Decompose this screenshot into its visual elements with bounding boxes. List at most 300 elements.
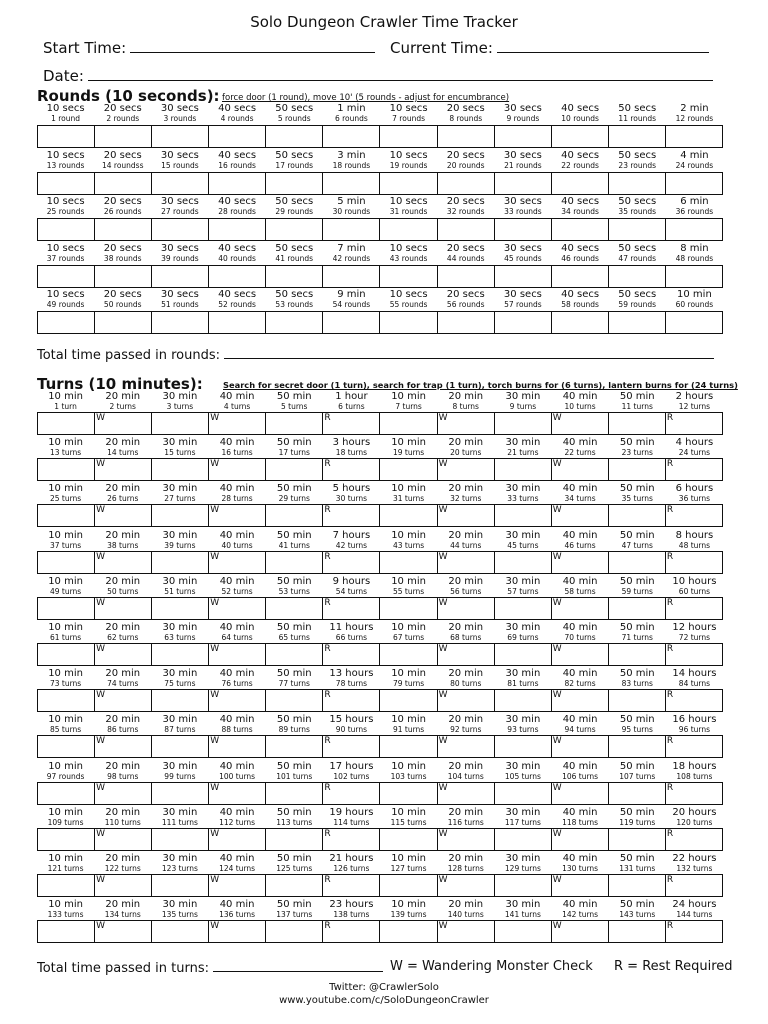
turn-time-label (266, 808, 323, 827)
turn-tick-box[interactable] (666, 921, 723, 943)
turn-tick-box[interactable] (95, 829, 152, 851)
turn-tick-box[interactable] (380, 598, 437, 620)
turns-heading: Turns (10 minutes): (37, 375, 203, 393)
turn-count-text: 56 turns (450, 586, 482, 596)
turn-tick-box[interactable] (380, 736, 437, 758)
turn-tick-box[interactable] (209, 459, 266, 481)
round-tick-box[interactable] (609, 219, 666, 241)
turn-tick-box[interactable] (495, 783, 552, 805)
turn-time-label (437, 577, 494, 596)
round-tick-box[interactable] (209, 266, 266, 288)
turn-tick-box[interactable] (380, 413, 437, 435)
turn-count-text: 120 turns (676, 817, 713, 827)
turn-tick-box[interactable] (95, 552, 152, 574)
turn-tick-box[interactable] (438, 459, 495, 481)
round-tick-box[interactable] (666, 219, 723, 241)
turn-tick-box[interactable] (380, 829, 437, 851)
round-tick-box[interactable] (152, 126, 209, 148)
turn-tick-box[interactable] (95, 690, 152, 712)
round-tick-box[interactable] (380, 173, 437, 195)
round-tick-box[interactable] (38, 219, 95, 241)
turn-tick-box[interactable] (266, 459, 323, 481)
turn-tick-box[interactable] (152, 829, 209, 851)
wandering-monster-marker: W (210, 921, 220, 932)
turn-tick-box[interactable] (209, 736, 266, 758)
round-tick-box[interactable] (438, 173, 495, 195)
turn-time-text: 40 min (562, 853, 598, 864)
round-tick-box[interactable] (552, 219, 609, 241)
turn-tick-box[interactable] (323, 413, 380, 435)
turn-time-label (94, 900, 151, 919)
round-time-label (494, 104, 551, 123)
round-tick-box[interactable] (38, 312, 95, 334)
round-tick-box[interactable] (38, 126, 95, 148)
turn-tick-box[interactable] (95, 921, 152, 943)
turn-tick-box[interactable] (609, 505, 666, 527)
round-tick-box[interactable] (609, 126, 666, 148)
round-time-text: 10 secs (389, 103, 428, 114)
turn-tick-box[interactable] (38, 459, 95, 481)
turn-time-text: 40 min (562, 483, 598, 495)
turn-tick-box[interactable] (152, 505, 209, 527)
turn-tick-box[interactable] (152, 690, 209, 712)
round-tick-box[interactable] (38, 173, 95, 195)
turn-tick-box[interactable] (552, 783, 609, 805)
turn-tick-box[interactable] (266, 690, 323, 712)
turn-time-text: 50 min (276, 668, 312, 680)
turn-count-text: 52 turns (221, 586, 253, 596)
turn-time-label (552, 808, 609, 827)
turn-time-label (666, 392, 723, 411)
round-tick-box[interactable] (552, 173, 609, 195)
turn-tick-box[interactable] (266, 413, 323, 435)
round-count-text: 12 rounds (675, 114, 714, 123)
turn-time-label (209, 392, 266, 411)
turn-tick-box[interactable] (95, 598, 152, 620)
round-tick-box[interactable] (38, 266, 95, 288)
round-tick-box[interactable] (152, 312, 209, 334)
turn-tick-box[interactable] (209, 875, 266, 897)
turn-tick-box[interactable] (380, 921, 437, 943)
wandering-monster-marker: W (438, 505, 448, 516)
turn-tick-box[interactable] (609, 921, 666, 943)
round-count-text: 54 rounds (332, 300, 371, 309)
turn-time-text: 20 min (105, 575, 141, 587)
start-time-input-line[interactable] (130, 38, 375, 53)
round-tick-box[interactable] (495, 266, 552, 288)
turn-tick-box[interactable] (152, 736, 209, 758)
turn-tick-box[interactable] (38, 921, 95, 943)
round-count-text: 13 rounds (46, 160, 85, 170)
round-tick-box[interactable] (552, 126, 609, 148)
turn-tick-box[interactable] (552, 552, 609, 574)
turn-tick-box[interactable] (666, 552, 723, 574)
turn-tick-box[interactable] (666, 459, 723, 481)
turn-tick-box[interactable] (495, 644, 552, 666)
turn-tick-box[interactable] (666, 829, 723, 851)
turn-tick-box[interactable] (495, 459, 552, 481)
turn-tick-box[interactable] (152, 875, 209, 897)
round-tick-box[interactable] (552, 266, 609, 288)
round-tick-box[interactable] (495, 173, 552, 195)
turn-tick-box[interactable] (552, 459, 609, 481)
turn-tick-box[interactable] (209, 598, 266, 620)
round-label-row (37, 151, 723, 170)
turn-tick-box[interactable] (666, 875, 723, 897)
turn-time-text: 17 hours (329, 760, 374, 772)
wandering-monster-marker: W (552, 875, 562, 885)
turn-tick-box[interactable] (666, 736, 723, 758)
turn-tick-box[interactable] (380, 875, 437, 897)
turn-tick-box[interactable] (495, 736, 552, 758)
current-time-input-line[interactable] (497, 38, 709, 53)
round-time-label (552, 151, 609, 170)
turn-checkbox-row (37, 828, 723, 851)
turn-tick-box[interactable] (666, 598, 723, 620)
turn-tick-box[interactable] (38, 783, 95, 805)
turn-tick-box[interactable] (323, 875, 380, 897)
round-count-text: 16 rounds (218, 160, 256, 170)
turn-tick-box[interactable] (552, 505, 609, 527)
turn-tick-box[interactable] (323, 690, 380, 712)
turn-tick-box[interactable] (609, 459, 666, 481)
wandering-monster-marker: W (210, 551, 220, 562)
turn-tick-box[interactable] (209, 413, 266, 435)
round-tick-box[interactable] (552, 312, 609, 334)
round-tick-box[interactable] (266, 126, 323, 148)
turn-tick-box[interactable] (666, 644, 723, 666)
turn-tick-box[interactable] (495, 690, 552, 712)
turn-tick-box[interactable] (495, 413, 552, 435)
round-tick-box[interactable] (323, 219, 380, 241)
turn-tick-box[interactable] (152, 552, 209, 574)
round-tick-box[interactable] (152, 173, 209, 195)
round-time-label (380, 197, 437, 216)
round-checkbox-row (37, 311, 723, 334)
round-count-text: 10 rounds (561, 114, 599, 123)
turn-tick-box[interactable] (609, 829, 666, 851)
turn-tick-box[interactable] (323, 736, 380, 758)
turn-time-text: 10 min (48, 899, 83, 911)
turn-tick-box[interactable] (380, 690, 437, 712)
round-time-text: 40 secs (561, 196, 600, 207)
round-tick-box[interactable] (438, 126, 495, 148)
turn-count-text: 32 turns (450, 494, 482, 504)
rest-required-marker: R (666, 828, 674, 839)
rest-required-marker: R (666, 505, 674, 516)
round-tick-box[interactable] (666, 126, 723, 148)
turn-tick-box[interactable] (495, 505, 552, 527)
turn-tick-box[interactable] (552, 875, 609, 897)
round-tick-box[interactable] (438, 312, 495, 334)
round-tick-box[interactable] (438, 266, 495, 288)
turn-tick-box[interactable] (323, 459, 380, 481)
turn-tick-box[interactable] (266, 875, 323, 897)
round-tick-box[interactable] (323, 312, 380, 334)
turn-tick-box[interactable] (495, 552, 552, 574)
rounds-total-input-line[interactable] (224, 346, 714, 359)
turn-tick-box[interactable] (438, 552, 495, 574)
turn-tick-box[interactable] (609, 598, 666, 620)
turn-tick-box[interactable] (380, 783, 437, 805)
turn-tick-box[interactable] (438, 736, 495, 758)
turn-tick-box[interactable] (438, 783, 495, 805)
turn-tick-box[interactable] (38, 875, 95, 897)
rest-required-marker: R (324, 875, 331, 885)
turn-tick-box[interactable] (380, 505, 437, 527)
rest-required-marker: R (666, 921, 674, 932)
turn-tick-box[interactable] (38, 829, 95, 851)
turn-tick-box[interactable] (552, 736, 609, 758)
turn-checkbox-row (37, 458, 723, 481)
round-tick-box[interactable] (438, 219, 495, 241)
round-time-label (437, 104, 494, 123)
turn-tick-box[interactable] (609, 413, 666, 435)
turn-time-label (94, 531, 151, 550)
turns-note: Search for secret door (1 turn), search for trap (1 turn), torch burns for (6 turns), lantern burns for (24 turns) (223, 380, 738, 390)
round-tick-box[interactable] (95, 219, 152, 241)
round-tick-box[interactable] (95, 173, 152, 195)
turn-count-text: 54 turns (335, 586, 368, 596)
turn-tick-box[interactable] (266, 552, 323, 574)
turn-tick-box[interactable] (552, 644, 609, 666)
round-time-label (151, 244, 208, 263)
round-tick-box[interactable] (666, 173, 723, 195)
round-tick-box[interactable] (380, 312, 437, 334)
turn-time-text: 1 hour (335, 391, 368, 402)
turn-tick-box[interactable] (152, 459, 209, 481)
turns-total-input-line[interactable] (213, 959, 383, 972)
turn-tick-box[interactable] (266, 783, 323, 805)
turn-time-label (437, 438, 494, 457)
turn-tick-box[interactable] (438, 690, 495, 712)
turn-tick-box[interactable] (609, 552, 666, 574)
turn-count-text: 1 turn (54, 402, 77, 411)
round-tick-box[interactable] (609, 173, 666, 195)
round-tick-box[interactable] (323, 266, 380, 288)
turn-tick-box[interactable] (95, 644, 152, 666)
round-time-label (37, 197, 94, 216)
turn-count-text: 50 turns (107, 586, 139, 596)
turn-tick-box[interactable] (438, 644, 495, 666)
turn-tick-box[interactable] (266, 829, 323, 851)
round-time-text: 20 secs (446, 103, 485, 114)
turn-tick-box[interactable] (666, 690, 723, 712)
turn-tick-box[interactable] (552, 413, 609, 435)
turn-tick-box[interactable] (380, 552, 437, 574)
turn-tick-box[interactable] (266, 598, 323, 620)
turn-time-label (552, 715, 609, 734)
turn-tick-box[interactable] (209, 921, 266, 943)
turn-count-text: 81 turns (507, 679, 539, 689)
legend-rest: R = Rest Required (614, 959, 733, 974)
turn-time-text: 20 min (105, 483, 141, 495)
round-count-text: 42 rounds (332, 253, 371, 263)
turn-time-label (151, 531, 208, 550)
round-count-text: 22 rounds (561, 160, 599, 170)
turn-tick-box[interactable] (266, 505, 323, 527)
round-time-label (266, 151, 323, 170)
turn-tick-box[interactable] (666, 783, 723, 805)
turn-tick-box[interactable] (266, 644, 323, 666)
turn-tick-box[interactable] (323, 783, 380, 805)
round-tick-box[interactable] (380, 219, 437, 241)
turn-count-text: 141 turns (504, 910, 541, 920)
turn-time-label (609, 900, 666, 919)
round-tick-box[interactable] (495, 312, 552, 334)
start-time-field (43, 38, 375, 57)
turn-tick-box[interactable] (438, 413, 495, 435)
turn-tick-box[interactable] (609, 875, 666, 897)
turn-tick-box[interactable] (609, 736, 666, 758)
round-time-text: 30 secs (160, 149, 199, 161)
turn-tick-box[interactable] (495, 875, 552, 897)
turn-tick-box[interactable] (438, 875, 495, 897)
turn-tick-box[interactable] (38, 413, 95, 435)
turn-tick-box[interactable] (152, 644, 209, 666)
turn-time-label (609, 484, 666, 503)
turn-tick-box[interactable] (209, 505, 266, 527)
round-tick-box[interactable] (266, 266, 323, 288)
turn-tick-box[interactable] (38, 644, 95, 666)
round-tick-box[interactable] (380, 266, 437, 288)
turn-tick-box[interactable] (438, 921, 495, 943)
turn-tick-box[interactable] (95, 459, 152, 481)
turn-time-label (37, 669, 94, 688)
round-tick-box[interactable] (495, 219, 552, 241)
turn-time-label (552, 531, 609, 550)
round-tick-box[interactable] (323, 126, 380, 148)
turn-time-text: 20 min (448, 391, 484, 402)
turn-time-text: 50 min (619, 483, 655, 495)
turn-count-text: 142 turns (562, 910, 599, 920)
turn-tick-box[interactable] (209, 644, 266, 666)
round-tick-box[interactable] (95, 266, 152, 288)
turn-time-text: 20 min (105, 714, 141, 726)
round-checkbox-row (37, 125, 723, 148)
turn-tick-box[interactable] (95, 875, 152, 897)
round-count-text: 34 rounds (561, 207, 599, 216)
turn-time-label (266, 438, 323, 457)
turn-tick-box[interactable] (38, 552, 95, 574)
round-tick-box[interactable] (95, 126, 152, 148)
turn-tick-box[interactable] (38, 690, 95, 712)
round-tick-box[interactable] (666, 266, 723, 288)
turn-tick-box[interactable] (152, 598, 209, 620)
turn-tick-box[interactable] (495, 829, 552, 851)
wandering-monster-marker: W (552, 644, 562, 654)
turn-count-text: 7 turns (395, 402, 422, 411)
turn-tick-box[interactable] (323, 552, 380, 574)
turn-tick-box[interactable] (438, 505, 495, 527)
turn-tick-box[interactable] (438, 829, 495, 851)
turn-tick-box[interactable] (266, 921, 323, 943)
turn-tick-box[interactable] (38, 736, 95, 758)
turn-time-label (37, 484, 94, 503)
turn-time-label (494, 438, 551, 457)
round-tick-box[interactable] (266, 173, 323, 195)
turn-tick-box[interactable] (152, 921, 209, 943)
turn-tick-box[interactable] (380, 459, 437, 481)
turn-tick-box[interactable] (666, 505, 723, 527)
turn-tick-box[interactable] (152, 413, 209, 435)
date-input-line[interactable] (88, 66, 713, 81)
turn-count-text: 128 turns (447, 864, 484, 873)
turn-checkbox-row (37, 643, 723, 666)
turn-time-text: 40 min (219, 714, 255, 726)
round-tick-box[interactable] (380, 126, 437, 148)
wandering-monster-marker: W (438, 690, 448, 701)
round-time-label (437, 151, 494, 170)
turn-time-text: 20 min (448, 529, 484, 541)
turn-tick-box[interactable] (438, 598, 495, 620)
turn-tick-box[interactable] (495, 598, 552, 620)
turn-tick-box[interactable] (609, 690, 666, 712)
turn-count-text: 57 turns (507, 586, 539, 596)
round-tick-box[interactable] (152, 219, 209, 241)
turn-tick-box[interactable] (323, 505, 380, 527)
turn-tick-box[interactable] (552, 829, 609, 851)
turn-tick-box[interactable] (95, 783, 152, 805)
turn-time-text: 14 hours (672, 668, 717, 680)
turn-tick-box[interactable] (152, 783, 209, 805)
turn-tick-box[interactable] (323, 921, 380, 943)
turn-time-text: 10 min (391, 853, 426, 864)
round-tick-box[interactable] (609, 266, 666, 288)
turn-tick-box[interactable] (380, 644, 437, 666)
turn-tick-box[interactable] (552, 921, 609, 943)
round-tick-box[interactable] (209, 219, 266, 241)
round-tick-box[interactable] (323, 173, 380, 195)
turn-tick-box[interactable] (609, 783, 666, 805)
turn-tick-box[interactable] (609, 644, 666, 666)
turn-tick-box[interactable] (323, 829, 380, 851)
round-tick-box[interactable] (209, 173, 266, 195)
round-tick-box[interactable] (495, 126, 552, 148)
turn-tick-box[interactable] (95, 413, 152, 435)
round-tick-box[interactable] (666, 312, 723, 334)
turn-tick-box[interactable] (209, 829, 266, 851)
round-tick-box[interactable] (266, 312, 323, 334)
round-tick-box[interactable] (209, 312, 266, 334)
turn-time-text: 10 min (391, 760, 426, 772)
turn-count-text: 143 turns (619, 910, 656, 920)
turn-tick-box[interactable] (266, 736, 323, 758)
round-checkbox-row (37, 265, 723, 288)
turn-tick-box[interactable] (666, 413, 723, 435)
round-tick-box[interactable] (609, 312, 666, 334)
turn-tick-box[interactable] (95, 505, 152, 527)
turn-tick-box[interactable] (209, 690, 266, 712)
turn-count-text: 131 turns (619, 864, 656, 873)
turn-count-text: 105 turns (504, 771, 541, 781)
turn-tick-box[interactable] (209, 783, 266, 805)
turn-tick-box[interactable] (38, 598, 95, 620)
turn-tick-box[interactable] (323, 598, 380, 620)
round-tick-box[interactable] (95, 312, 152, 334)
turn-tick-box[interactable] (495, 921, 552, 943)
round-tick-box[interactable] (266, 219, 323, 241)
turn-tick-box[interactable] (209, 552, 266, 574)
turn-time-label (666, 808, 723, 827)
turn-tick-box[interactable] (38, 505, 95, 527)
turn-tick-box[interactable] (552, 690, 609, 712)
turn-tick-box[interactable] (95, 736, 152, 758)
turn-tick-box[interactable] (552, 598, 609, 620)
round-tick-box[interactable] (209, 126, 266, 148)
turn-tick-box[interactable] (323, 644, 380, 666)
round-tick-box[interactable] (152, 266, 209, 288)
